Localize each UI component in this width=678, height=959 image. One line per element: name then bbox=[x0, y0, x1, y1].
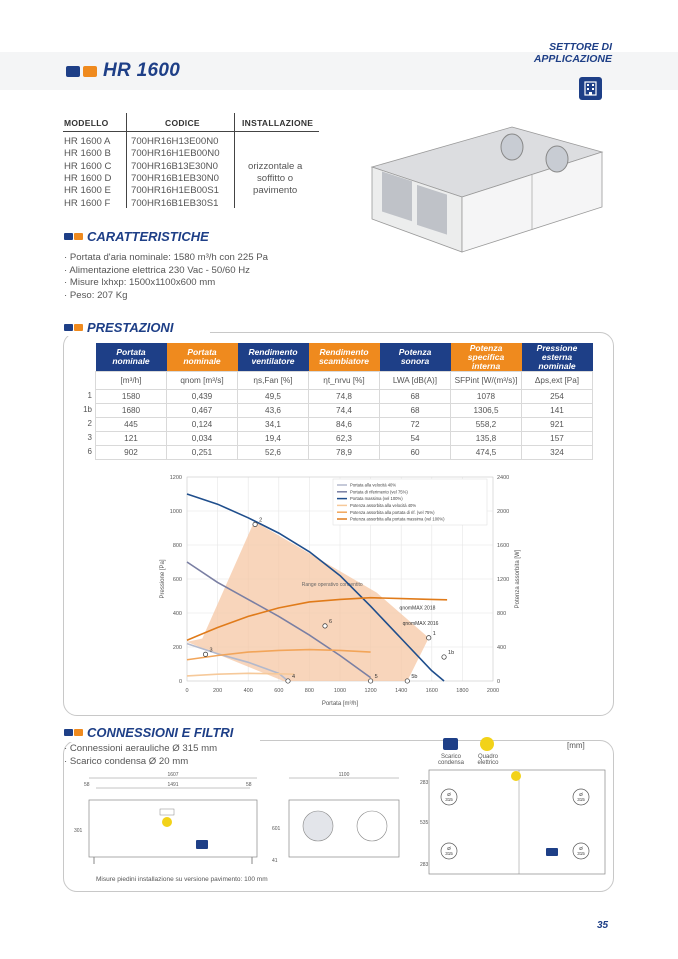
sector-label bbox=[534, 41, 612, 65]
table-cell: 254 bbox=[522, 390, 593, 404]
table-cell: 74,8 bbox=[309, 390, 380, 404]
row-index: 2 bbox=[87, 419, 92, 428]
y-tick-label: 400 bbox=[172, 611, 182, 617]
col-divider-1 bbox=[126, 113, 127, 208]
feature-text: Portata d'aria nominale: 1580 m³/h con 225 Pa bbox=[69, 252, 268, 263]
point-label: 4 bbox=[291, 674, 296, 680]
table-cell: 54 bbox=[380, 432, 451, 446]
row-index: 3 bbox=[87, 433, 92, 442]
x-tick-label: 0 bbox=[185, 688, 189, 694]
y2-tick-label: 1600 bbox=[497, 543, 510, 549]
connections-square-orange bbox=[74, 729, 83, 736]
model-name: HR 1600 E bbox=[64, 185, 111, 197]
model-name: HR 1600 A bbox=[64, 136, 111, 147]
y2-tick-label: 400 bbox=[497, 645, 507, 651]
point-label: 5 bbox=[374, 674, 378, 680]
drain-legend-icon bbox=[443, 738, 458, 750]
table-cell: 60 bbox=[380, 446, 451, 460]
model-name: HR 1600 D bbox=[64, 172, 112, 184]
table-cell: 68 bbox=[380, 390, 451, 404]
table-cell: 121 bbox=[96, 432, 167, 446]
legend-label: Portata massima (vel 100%) bbox=[350, 496, 403, 502]
building-icon bbox=[579, 77, 602, 100]
y2-axis-label: Potenza assorbita [W] bbox=[515, 549, 521, 609]
drain-legend-label: Scarico condensa bbox=[437, 754, 465, 766]
legend-label: Portata di riferimento (vel 75%) bbox=[350, 489, 408, 495]
header-line: ventilatore bbox=[251, 356, 295, 366]
header-line: esterna bbox=[541, 351, 573, 362]
table-cell: 52,6 bbox=[238, 446, 309, 460]
point-label: 6 bbox=[329, 618, 333, 625]
table-cell: 141 bbox=[522, 404, 593, 418]
performance-chart bbox=[150, 468, 530, 712]
electric-board-icon bbox=[162, 817, 172, 827]
data-point bbox=[286, 679, 290, 683]
x-tick-label: 400 bbox=[243, 688, 253, 694]
port-diameter-symbol: Ø bbox=[579, 792, 583, 797]
connections-heading: CONNESSIONI E FILTRI bbox=[87, 725, 234, 740]
x-tick-label: 1000 bbox=[333, 688, 347, 694]
model-table-divider bbox=[63, 131, 319, 132]
port-diameter: 315 bbox=[577, 797, 585, 802]
front-label-plate bbox=[160, 809, 174, 815]
table-cell: 0,251 bbox=[167, 446, 238, 460]
legend-label: Portata alla velocità 40% bbox=[350, 482, 397, 488]
table-cell: 1078 bbox=[451, 390, 522, 404]
header-line: interna bbox=[471, 360, 501, 371]
dim-total: 1607 bbox=[167, 772, 179, 778]
feature-text: Misure lxhxp: 1500x1100x600 mm bbox=[69, 277, 216, 288]
y-tick-label: 800 bbox=[172, 543, 182, 549]
dim-depth: 1100 bbox=[338, 772, 350, 778]
board-legend-label: Quadro elettrico bbox=[477, 754, 499, 766]
header-line: Pressione bbox=[536, 342, 578, 353]
y2-tick-label: 2400 bbox=[497, 475, 510, 481]
table-cell: 0,439 bbox=[167, 390, 238, 404]
header-line: sonora bbox=[400, 356, 430, 366]
data-point bbox=[253, 522, 257, 526]
data-point bbox=[323, 624, 327, 628]
data-point bbox=[368, 679, 372, 683]
point-label: 3 bbox=[209, 647, 213, 654]
table-header-cell bbox=[451, 343, 522, 372]
row-index: 1 bbox=[87, 391, 92, 400]
header-line: nominale bbox=[538, 360, 576, 371]
unit-cell: LWA [dB(A)] bbox=[380, 372, 451, 390]
table-cell: 0,467 bbox=[167, 404, 238, 418]
port-diameter: 315 bbox=[577, 851, 585, 856]
feature-text: Peso: 207 Kg bbox=[69, 289, 128, 301]
header-line: Portata bbox=[116, 347, 146, 357]
legend-label: Potenza assorbita alla portata di rif. (vel 75%) bbox=[350, 509, 435, 515]
top-drain-icon bbox=[546, 848, 558, 856]
port-diameter: 315 bbox=[445, 797, 453, 802]
table-cell: 84,6 bbox=[309, 418, 380, 432]
header-line: Portata bbox=[187, 347, 217, 357]
top-board-icon bbox=[511, 771, 521, 781]
point-label: 2 bbox=[259, 517, 263, 524]
legend-label: Potenza assorbita alla portata massima (vel 100%) bbox=[350, 516, 445, 522]
col-code: CODICE bbox=[165, 118, 200, 128]
table-header-cell bbox=[309, 343, 380, 372]
y2-tick-label: 800 bbox=[497, 611, 507, 617]
unit-cell: qnom [m³/s] bbox=[167, 372, 238, 390]
connections-square-blue bbox=[64, 729, 73, 736]
feature-item bbox=[64, 252, 268, 263]
col-model: MODELLO bbox=[64, 118, 109, 128]
table-cell: 68 bbox=[380, 404, 451, 418]
table-header-cell bbox=[96, 343, 167, 372]
feature-item bbox=[64, 290, 127, 301]
table-header-cell bbox=[522, 343, 593, 372]
data-point bbox=[442, 655, 446, 659]
performance-table bbox=[95, 343, 593, 460]
table-cell: 0,124 bbox=[167, 418, 238, 432]
install-line-1: orizzontale a bbox=[248, 161, 303, 172]
dim-bot: 283 bbox=[420, 862, 429, 868]
table-cell: 1306,5 bbox=[451, 404, 522, 418]
table-row bbox=[96, 418, 593, 432]
table-cell: 43,6 bbox=[238, 404, 309, 418]
y-tick-label: 200 bbox=[172, 645, 182, 651]
product-image bbox=[362, 107, 614, 257]
table-cell: 1680 bbox=[96, 404, 167, 418]
unit-cell: Δps,ext [Pa] bbox=[522, 372, 593, 390]
x-tick-label: 1200 bbox=[364, 688, 377, 694]
annotation-label: qnomMAX 2018 bbox=[399, 605, 436, 612]
table-cell: 135,8 bbox=[451, 432, 522, 446]
port-diameter-symbol: Ø bbox=[579, 846, 583, 851]
port-diameter-symbol: Ø bbox=[447, 792, 451, 797]
dim-inner: 1491 bbox=[167, 782, 179, 788]
header-line: Potenza bbox=[398, 347, 432, 357]
data-point bbox=[405, 679, 409, 683]
logo-square-orange bbox=[83, 66, 97, 77]
y-tick-label: 1200 bbox=[169, 475, 182, 481]
model-name: HR 1600 C bbox=[64, 160, 112, 172]
performance-square-blue bbox=[64, 324, 73, 331]
feature-item bbox=[64, 277, 215, 288]
y2-tick-label: 1200 bbox=[497, 577, 510, 583]
dim-side-right: 58 bbox=[246, 782, 252, 788]
x-axis-label: Portata [m³/h] bbox=[321, 701, 359, 707]
table-cell: 34,1 bbox=[238, 418, 309, 432]
header-line: specifica bbox=[467, 351, 505, 362]
table-units-row bbox=[96, 372, 593, 390]
table-row bbox=[96, 446, 593, 460]
model-code: 700HR16B1EB30N0 bbox=[131, 172, 220, 184]
table-header-cell bbox=[167, 343, 238, 372]
logo-square-blue bbox=[66, 66, 80, 77]
header-line: nominale bbox=[183, 356, 221, 366]
page-number: 35 bbox=[597, 920, 609, 931]
table-cell: 74,4 bbox=[309, 404, 380, 418]
header-line: Rendimento bbox=[319, 347, 369, 357]
table-cell: 157 bbox=[522, 432, 593, 446]
table-cell: 0,034 bbox=[167, 432, 238, 446]
port-diameter-symbol: Ø bbox=[447, 846, 451, 851]
connection-item bbox=[64, 743, 217, 754]
sector-line-2: APPLICAZIONE bbox=[533, 53, 612, 65]
legend-label: Potenza assorbita alla velocità 40% bbox=[350, 503, 417, 508]
front-view bbox=[89, 800, 257, 857]
table-row bbox=[96, 432, 593, 446]
unit-cell: SFPint [W/(m³/s)] bbox=[451, 372, 522, 390]
y-tick-label: 600 bbox=[172, 577, 182, 583]
col-divider-2 bbox=[234, 113, 235, 208]
table-header-cell bbox=[238, 343, 309, 372]
model-code: 700HR16H13E00N0 bbox=[131, 136, 219, 147]
table-header-cell bbox=[380, 343, 451, 372]
features-square-blue bbox=[64, 233, 73, 240]
table-cell: 558,2 bbox=[451, 418, 522, 432]
install-line-2: soffitto o bbox=[257, 173, 294, 184]
page-title: HR 1600 bbox=[103, 60, 181, 81]
unit-cell: [m³/h] bbox=[96, 372, 167, 390]
side-port-right bbox=[357, 811, 387, 841]
header-line: scambiatore bbox=[318, 356, 370, 366]
x-tick-label: 1800 bbox=[456, 688, 469, 694]
feature-text: Alimentazione elettrica 230 Vac - 50/60 Hz bbox=[69, 264, 250, 276]
features-heading: CARATTERISTICHE bbox=[87, 229, 209, 244]
point-label: 5b bbox=[411, 674, 418, 680]
table-cell: 78,9 bbox=[309, 446, 380, 460]
feet-note: Misure piedini installazione su versione pavimento: 100 mm bbox=[96, 876, 268, 883]
y2-tick-label: 0 bbox=[497, 679, 501, 685]
table-cell: 902 bbox=[96, 446, 167, 460]
table-cell: 474,5 bbox=[451, 446, 522, 460]
port-diameter: 315 bbox=[445, 851, 453, 856]
point-label: 1 bbox=[432, 630, 436, 637]
feature-item bbox=[64, 265, 250, 276]
data-point bbox=[427, 636, 431, 640]
x-tick-label: 600 bbox=[274, 688, 284, 694]
performance-heading: PRESTAZIONI bbox=[87, 320, 174, 335]
row-index: 6 bbox=[87, 447, 92, 456]
model-name: HR 1600 F bbox=[64, 197, 111, 209]
model-code: 700HR16H1EB00N0 bbox=[131, 148, 220, 160]
header-line: nominale bbox=[112, 356, 150, 366]
board-legend-icon bbox=[480, 737, 494, 751]
data-point bbox=[203, 652, 207, 656]
dim-mid: 535 bbox=[420, 820, 429, 826]
dim-feet: 41 bbox=[272, 858, 278, 864]
y2-tick-label: 2000 bbox=[497, 509, 510, 515]
x-tick-label: 800 bbox=[304, 688, 314, 694]
unit-cell: ηt_nrvu [%] bbox=[309, 372, 380, 390]
bullet-dot: · bbox=[64, 252, 70, 263]
table-cell: 921 bbox=[522, 418, 593, 432]
technical-drawings bbox=[64, 764, 612, 884]
model-name: HR 1600 B bbox=[64, 148, 111, 160]
connection-text: Scarico condensa Ø 20 mm bbox=[69, 755, 189, 767]
performance-square-orange bbox=[74, 324, 83, 331]
table-row bbox=[96, 390, 593, 404]
annotation-label: qnomMAX 2016 bbox=[402, 620, 439, 627]
x-tick-label: 1400 bbox=[395, 688, 408, 694]
model-code: 700HR16H1EB00S1 bbox=[131, 185, 220, 197]
bullet-dot: · bbox=[64, 277, 70, 288]
table-cell: 49,5 bbox=[238, 390, 309, 404]
table-cell: 62,3 bbox=[309, 432, 380, 446]
y-tick-label: 1000 bbox=[169, 509, 182, 515]
header-line: Potenza bbox=[469, 342, 503, 353]
y-tick-label: 0 bbox=[178, 679, 182, 685]
table-row bbox=[96, 404, 593, 418]
model-code: 700HR16B13E30N0 bbox=[131, 160, 218, 172]
row-index: 1b bbox=[83, 405, 92, 414]
region-label: Range operativo consentito bbox=[301, 581, 363, 588]
model-code: 700HR16B1EB30S1 bbox=[131, 197, 219, 209]
bullet-dot: · bbox=[64, 743, 70, 754]
header-line: Rendimento bbox=[248, 347, 298, 357]
sector-line-1: SETTORE DI bbox=[549, 41, 612, 53]
unit-label: [mm] bbox=[567, 741, 585, 750]
col-install: INSTALLAZIONE bbox=[242, 118, 314, 128]
bullet-dot: · bbox=[64, 289, 70, 301]
table-cell: 72 bbox=[380, 418, 451, 432]
drain-icon bbox=[196, 840, 208, 849]
bullet-dot: · bbox=[64, 755, 70, 767]
install-line-3: pavimento bbox=[253, 185, 298, 196]
bullet-dot: · bbox=[64, 264, 70, 276]
features-square-orange bbox=[74, 233, 83, 240]
dim-height: 601 bbox=[272, 826, 281, 832]
x-tick-label: 2000 bbox=[486, 688, 500, 694]
point-label: 1b bbox=[448, 650, 455, 657]
dim-top1: 283 bbox=[420, 780, 429, 786]
dim-side-left: 58 bbox=[84, 782, 90, 788]
side-port-left bbox=[303, 811, 333, 841]
table-header-row bbox=[96, 343, 593, 372]
table-cell: 19,4 bbox=[238, 432, 309, 446]
table-cell: 445 bbox=[96, 418, 167, 432]
unit-cell: ηs,Fan [%] bbox=[238, 372, 309, 390]
y-axis-label: Pressione [Pa] bbox=[160, 559, 166, 599]
table-cell: 324 bbox=[522, 446, 593, 460]
x-tick-label: 1600 bbox=[425, 688, 438, 694]
x-tick-label: 200 bbox=[213, 688, 223, 694]
dim-height-left: 301 bbox=[74, 828, 83, 834]
table-cell: 1580 bbox=[96, 390, 167, 404]
connection-text: Connessioni aerauliche Ø 315 mm bbox=[69, 743, 218, 754]
